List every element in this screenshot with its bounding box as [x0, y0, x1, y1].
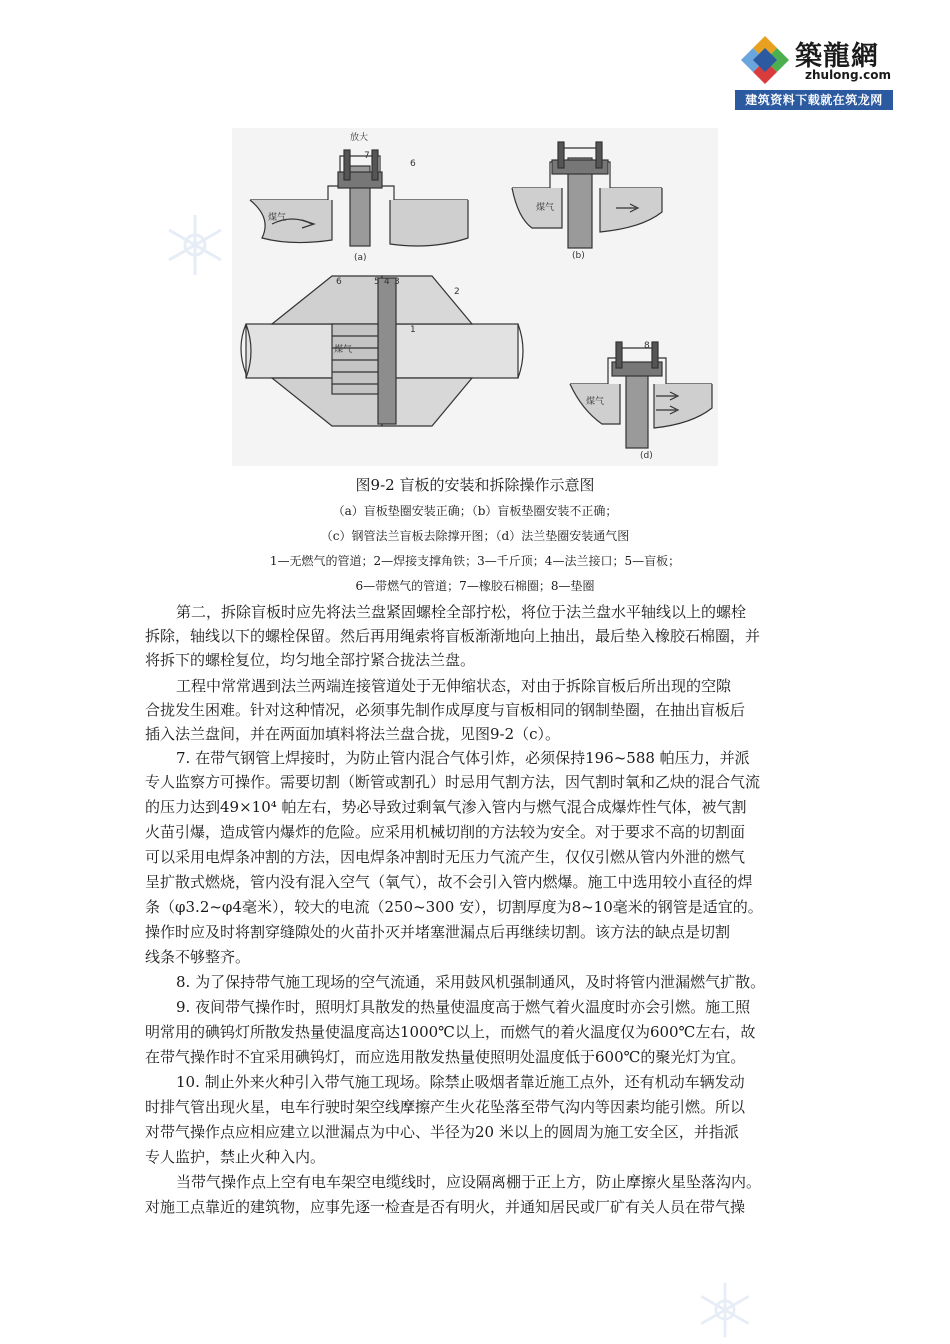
body-line: 的压力达到49×10⁴ 帕左右，势必导致过剩氧气渗入管内与燃气混合成爆炸性气体，被气割	[145, 798, 747, 816]
body-line: 条（φ3.2~φ4毫米），较大的电流（250~300 安），切割厚度为8~10毫米的钢管是适宜的。	[145, 898, 763, 916]
diagram-a-top-label: 放大	[350, 133, 369, 143]
diagram-c-label-2: 2	[454, 287, 460, 297]
body-line: 9. 夜间带气操作时，照明灯具散发的热量使温度高于燃气着火温度时亦会引燃。施工照	[176, 998, 751, 1016]
diagram-d-caption: (d)	[640, 451, 653, 461]
diagram-d-gas-label: 煤气	[586, 397, 605, 407]
body-line: 对带气操作点应相应建立以泄漏点为中心、半径为20 米以上的圆周为施工安全区，并指派	[145, 1123, 739, 1141]
zhulong-logo	[735, 30, 893, 110]
diagram-a-caption: (a)	[354, 253, 367, 263]
body-line: 呈扩散式燃烧，管内没有混入空气（氧气），故不会引入管内燃爆。施工中选用较小直径的焊	[145, 873, 753, 891]
diagram-c-label-6: 6	[336, 277, 342, 287]
blind-plate-diagram	[232, 128, 718, 466]
diagram-a-label-6: 6	[410, 159, 416, 169]
body-line: 专人监察方可操作。需要切割（断管或割孔）时忌用气割方法，因气割时氧和乙炔的混合气流	[145, 773, 761, 791]
figure-caption-line-2: （c）钢管法兰盲板去除撑开图；（d）法兰垫圈安装通气图	[320, 529, 630, 543]
diagram-c-gas-label: 煤气	[334, 345, 353, 355]
logo-header	[735, 30, 893, 88]
body-line: 线条不够整齐。	[145, 948, 251, 966]
body-line: 7. 在带气钢管上焊接时，为防止管内混合气体引炸，必须保持196~588 帕压力，并派	[176, 749, 750, 767]
snowflake-watermark-right	[690, 1278, 760, 1342]
diagram-c-label-4: 4	[384, 277, 390, 287]
diagram-c-label-5: 5	[374, 277, 380, 287]
figure-caption-line-1: （a）盲板垫圈安装正确；（b）盲板垫圈安装不正确；	[332, 504, 618, 518]
body-line: 可以采用电焊条冲割的方法，因电焊条冲割时无压力气流产生，仅仅引燃从管内外泄的燃气	[145, 848, 746, 866]
body-line: 插入法兰盘间，并在两面加填料将法兰盘合拢，见图9-2（c）。	[145, 725, 561, 743]
body-line: 将拆下的螺栓复位，均匀地全部拧紧合拢法兰盘。	[145, 651, 476, 669]
diagram-c-label-3: 3	[394, 277, 400, 287]
logo-name: 築龍網	[795, 41, 879, 72]
diagram-a-gas-label: 煤气	[268, 213, 287, 223]
body-line: 操作时应及时将割穿缝隙处的火苗扑灭并堵塞泄漏点后再继续切割。该方法的缺点是切割	[145, 923, 731, 941]
body-line: 时排气管出现火星，电车行驶时架空线摩擦产生火花坠落至带气沟内等因素均能引燃。所以	[145, 1098, 746, 1116]
logo-slogan: 建筑资料下载就在筑龙网	[735, 90, 893, 110]
diagram-b-caption: (b)	[572, 251, 585, 261]
body-line: 在带气操作时不宜采用碘钨灯，而应选用散发热量使照明处温度低于600℃的聚光灯为宜。	[145, 1048, 746, 1066]
diagram-a-label-7: 7	[364, 151, 370, 161]
body-line: 工程中常常遇到法兰两端连接管道处于无伸缩状态，对由于拆除盲板后所出现的空隙	[176, 677, 732, 695]
body-line: 火苗引爆，造成管内爆炸的危险。应采用机械切削的方法较为安全。对于要求不高的切割面	[145, 823, 746, 841]
body-line: 8. 为了保持带气施工现场的空气流通，采用鼓风机强制通风，及时将管内泄漏燃气扩散。	[176, 973, 766, 991]
snowflake-watermark-left	[160, 210, 230, 280]
body-line: 对施工点靠近的建筑物，应事先逐一检查是否有明火，并通知居民或厂矿有关人员在带气操	[145, 1198, 746, 1216]
body-line: 当带气操作点上空有电车架空电缆线时，应设隔离棚于正上方，防止摩擦火星坠落沟内。	[176, 1173, 762, 1191]
logo-diamond-icon	[739, 34, 791, 86]
figure-caption-line-4: 6—带燃气的管道；7—橡胶石棉圈；8—垫圈	[355, 579, 595, 593]
figure-caption-title: 图9-2 盲板的安装和拆除操作示意图	[355, 476, 595, 494]
body-line: 明常用的碘钨灯所散发热量使温度高达1000℃以上，而燃气的着火温度仅为600℃左右，故	[145, 1023, 756, 1041]
body-line: 第二，拆除盲板时应先将法兰盘紧固螺栓全部拧松，将位于法兰盘水平轴线以上的螺栓	[176, 603, 747, 621]
body-line: 拆除，轴线以下的螺栓保留。然后再用绳索将盲板渐渐地向上抽出，最后垫入橡胶石棉圈，并	[145, 627, 761, 645]
body-line: 10. 制止外来火种引入带气施工现场。除禁止吸烟者靠近施工点外，还有机动车辆发动	[176, 1073, 745, 1091]
body-line: 专人监护，禁止火种入内。	[145, 1148, 326, 1166]
diagram-b-gas-label: 煤气	[536, 203, 555, 213]
diagram-c-label-1: 1	[410, 325, 416, 335]
figure-caption-line-3: 1—无燃气的管道；2—焊接支撑角铁；3—千斤顶；4—法兰接口；5—盲板；	[269, 554, 681, 568]
body-line: 合拢发生困难。针对这种情况，必须事先制作成厚度与盲板相同的钢制垫圈，在抽出盲板后	[145, 701, 746, 719]
logo-domain: zhulong.com	[805, 68, 891, 82]
diagram-d-label-8: 8	[644, 341, 650, 351]
